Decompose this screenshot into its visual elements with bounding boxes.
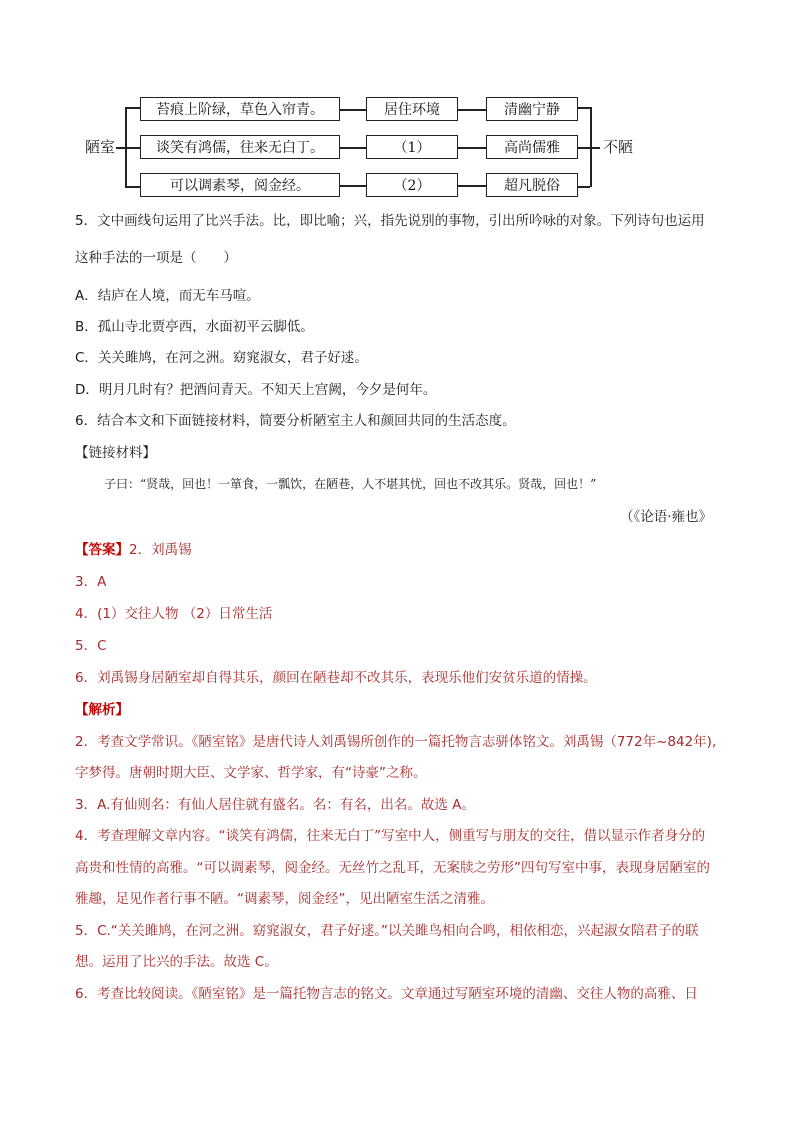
q5-option-c: C．关关雎鸠，在河之洲。窈窕淑女，君子好逑。 (75, 350, 368, 366)
connector (340, 109, 366, 111)
analysis-line: 6．考查比较阅读。《陋室铭》是一篇托物言志的铭文。文章通过写陋室环境的清幽、交往人物的高雅、日 (75, 986, 698, 1002)
connector (340, 147, 366, 149)
analysis-line: 想。运用了比兴的手法。故选 C。 (75, 954, 278, 970)
link-material-quote: 子曰：“贤哉，回也！一箪食，一瓢饮，在陋巷，人不堪其忧，回也不改其乐。贤哉，回也！” (104, 477, 597, 491)
analysis-line: 雅趣，足见作者行事不陋。“调素琴，阅金经”，见出陋室生活之清雅。 (75, 891, 494, 907)
aspect-box: 居住环境 (366, 97, 458, 121)
answer-6: 6．刘禹锡身居陋室却自得其乐，颜回在陋巷却不改其乐，表现乐他们安贫乐道的情操。 (75, 670, 597, 686)
quality-box: 高尚儒雅 (486, 135, 578, 159)
bracket-tick (578, 107, 590, 109)
answer-2: 2．刘禹锡 (129, 542, 192, 558)
answer-section (75, 538, 192, 558)
analysis-line: 4．考查理解文章内容。“谈笑有鸿儒，往来无白丁”写室中人，侧重写与朋友的交往，借以显示作者身分的 (75, 828, 706, 844)
bracket-tick (125, 186, 140, 188)
answer-label: 【答案】 (75, 542, 129, 558)
quote-box: 苔痕上阶绿，草色入帘青。 (140, 97, 340, 121)
analysis-line: 字梦得。唐朝时期大臣、文学家、哲学家，有“诗豪”之称。 (75, 765, 427, 781)
bracket-tick (578, 186, 590, 188)
right-bracket-stem (590, 147, 600, 149)
quality-box: 清幽宁静 (486, 97, 578, 121)
bracket-tick (125, 107, 140, 109)
answer-4: 4．(1）交往人物 （2）日常生活 (75, 606, 273, 622)
analysis-line: 3．A.有仙则名：有仙人居住就有盛名。名：有名，出名。故选 A。 (75, 797, 475, 813)
quote-box: 可以调素琴，阅金经。 (140, 173, 340, 197)
q5-option-a: A．结庐在人境，而无车马喧。 (75, 288, 260, 304)
q5-option-b: B．孤山寺北贾亭西，水面初平云脚低。 (75, 319, 314, 335)
diagram-right-label: 不陋 (603, 138, 634, 156)
connector (458, 185, 486, 187)
connector (458, 147, 486, 149)
aspect-box: （1） (366, 135, 458, 159)
link-material-title: 【链接材料】 (75, 445, 156, 461)
analysis-line: 高贵和性情的高雅。“可以调素琴，阅金经。无丝竹之乱耳，无案牍之劳形”四句写室中事，表现身居陋室的 (75, 860, 710, 876)
bracket-tick (578, 147, 590, 149)
answer-5: 5．C (75, 638, 107, 654)
analysis-label: 【解析】 (75, 702, 129, 718)
q6-stem: 6．结合本文和下面链接材料，简要分析陋室主人和颜回共同的生活态度。 (75, 413, 516, 429)
quote-box: 谈笑有鸿儒，往来无白丁。 (140, 135, 340, 159)
diagram-left-label: 陋室 (85, 138, 116, 156)
q5-stem-line2: 这种手法的一项是（ ） (75, 250, 237, 266)
answer-3: 3．A (75, 574, 107, 590)
analysis-line: 2．考查文学常识。《陋室铭》是唐代诗人刘禹锡所创作的一篇托物言志骈体铭文。刘禹锡（772年~842年), (75, 734, 717, 750)
bracket-tick (125, 147, 140, 149)
structure-diagram (80, 95, 650, 200)
link-material-source: （《论语·雍也》 (620, 509, 713, 525)
connector (458, 109, 486, 111)
q5-stem-line1: 5．文中画线句运用了比兴手法。比，即比喻；兴，指先说别的事物，引出所吟咏的对象。下列诗句也运用 (75, 213, 705, 229)
q5-option-d: D．明月几时有？把酒问青天。不知天上宫阙，今夕是何年。 (75, 382, 437, 398)
analysis-line: 5．C.“关关雎鸠，在河之洲。窈窕淑女，君子好逑。”以关雎鸟相向合鸣，相依相恋，兴起淑女陪君子的联 (75, 923, 699, 939)
aspect-box: （2） (366, 173, 458, 197)
connector (340, 185, 366, 187)
quality-box: 超凡脱俗 (486, 173, 578, 197)
